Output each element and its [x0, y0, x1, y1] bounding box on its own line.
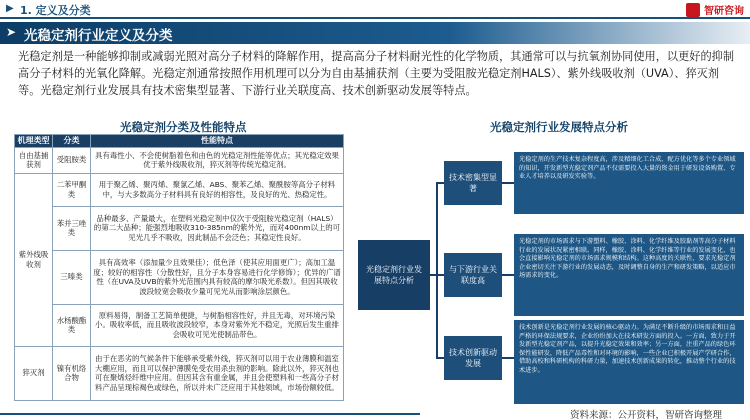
- branch-node: 与下游行业关联度高: [444, 253, 502, 297]
- branch-detail: 光稳定剂的生产技术复杂程度高，涉及精细化工合成、配方优化等多个专业领域的知识，开发新型光稳定剂产品不仅需要投入大量的资金用于研发设备购置、专业人才培养以及研发实验等。: [514, 152, 744, 214]
- branch-detail: 光稳定剂的市场需求与下游塑料、橡胶、涂料、化学纤维及胶黏剂等高分子材料行业的发展状况紧密相联。同样，橡胶、涂料、化学纤维等行业的发展变化，也会直接影响光稳定剂的市场需求规模和结构。这种高度的关联性，要求光稳定剂企业密切关注下游行业的发展动态，及时调整自身的生产和研发策略，以适应市场需求的变化。: [514, 234, 744, 316]
- table-header-cell: 分类: [53, 135, 91, 148]
- branch-detail: 技术创新是光稳定剂行业发展的核心驱动力。为满足不断升级的市场需求和日益严格的环保法规要求，企业纷纷加大在技术研发方面的投入。一方面，致力于开发新型光稳定剂产品，以提升光稳定效果和效率；另一方面，注重产品的绿色环保性能研发，降低产品毒性和对环境的影响，一些企业已积极开展产学研合作，借助高校和科研机构的科研力量，加速技术创新成果的转化，推动整个行业的技术进步。: [514, 320, 744, 404]
- table-row: [15, 173, 344, 206]
- class-cell: 受阻胺类: [53, 147, 91, 173]
- brand-logo: [686, 2, 744, 17]
- connector-line: [502, 357, 514, 359]
- chevron-right-icon: ▶: [6, 3, 14, 14]
- table-header-row: [15, 135, 344, 148]
- intro-paragraph: 光稳定剂是一种能够抑制或减弱光照对高分子材料的降解作用，提高高分子材料耐光性的化学物质，其通常可以与抗氧剂协同使用，以更好的抑制高分子材料的光氧化降解。光稳定剂通常按照作用机理可以分为自由基捕获剂（主要为受阻胺光稳定剂HALS）、紫外线吸收剂（UVA）、猝灭剂等。光稳定剂行业发展具有技术密集型显著、下游行业关联度高、技术创新驱动发展等特点。: [18, 50, 735, 97]
- arrow-right-icon: ➤: [6, 25, 17, 39]
- branch-node: 技术创新驱动发展: [444, 336, 502, 380]
- classification-table: [14, 134, 344, 401]
- table-header-cell: 性能特点: [91, 135, 344, 148]
- page-title: 光稳定剂行业定义及分类: [24, 28, 173, 44]
- table-section-title: 光稳定剂分类及性能特点: [120, 120, 247, 134]
- diagram-section-title: 光稳定剂行业发展特点分析: [490, 120, 628, 134]
- brand-name: 智研咨询: [704, 6, 744, 17]
- connector-line: [502, 182, 514, 184]
- class-cell: 水杨酸酯类: [53, 304, 91, 346]
- table-row: [15, 346, 344, 400]
- mechanism-cell: 紫外线吸收剂: [15, 173, 53, 346]
- feature-diagram: [350, 130, 746, 405]
- mechanism-cell: 自由基捕获剂: [15, 147, 53, 173]
- branch-node: 技术密集型显著: [444, 161, 502, 205]
- top-header-bar: [0, 0, 750, 20]
- table-row: [15, 304, 344, 346]
- table-header-cell: 机理类型: [15, 135, 53, 148]
- connector-line: [502, 274, 514, 276]
- desc-cell: 具有毒性小、不会使树脂着色和由色的光稳定剂性能等优点；其光稳定效果优于紫外线吸收剂，猝灭剂等传统光稳定剂。: [91, 147, 344, 173]
- diagram-center-node: 光稳定剂行业发展特点分析: [358, 240, 430, 310]
- desc-cell: 用于聚乙烯、聚丙烯、聚氯乙烯、ABS、聚苯乙烯、聚酰胺等高分子材料中，与大多数高分子材料具有良好的相容性，及良好的光、热稳定性。: [91, 173, 344, 206]
- mechanism-cell: 猝灭剂: [15, 346, 53, 400]
- desc-cell: 具有高效率（添加量少且效果佳）；低色泽（使其应用面更广）；高加工温度；较好的相容性（分散性好，且分子本身容易进行化学修饰）；优异的广谱性（在UVA及UVB的紫外光范围内具有较高的摩尔吸光系数）。但因其吸收波段较宽会吸收少量可见光从而影响涂层颜色。: [91, 250, 344, 304]
- desc-cell: 品种最多、产量最大，在塑料光稳定剂中仅次于受阻胺光稳定剂（HALS）的第二大品种；能强烈地吸收310-385nm的紫外光，而对400nm以上的可见光几乎不吸收，因此制品不会泛色；其稳定性良好。: [91, 206, 344, 250]
- table-row: [15, 147, 344, 173]
- connector-line: [436, 182, 444, 184]
- class-cell: 三嗪类: [53, 250, 91, 304]
- footer: [0, 407, 750, 420]
- class-cell: 镍有机络合物: [53, 346, 91, 400]
- section-heading: 1. 定义及分类: [20, 4, 91, 17]
- desc-cell: 原料易得，制备工艺简单便捷，与树脂相容性好，并且无毒，对环境污染小。吸收率低，而且吸收波段较窄，本身对紫外光不稳定，光照后发生重排会吸收可见光使制品带色。: [91, 304, 344, 346]
- desc-cell: 由于在恶劣的气候条件下能够承受紫外线，猝灭剂可以用于农业薄膜和温室大棚应用，而且可以保护薄膜免受农用杀虫剂的影响。除此以外，猝灭剂也可在聚烯烃纤维中应用。但因其含有重金属，并且会使塑料和一些高分子材料产品呈现棕褐色或绿色，所以并未广泛应用于其他领域，市场份额较低。: [91, 346, 344, 400]
- table-row: [15, 250, 344, 304]
- brand-mark-icon: [686, 3, 700, 17]
- footer-divider: [0, 413, 420, 415]
- connector-line: [436, 182, 438, 358]
- title-band: [0, 22, 750, 44]
- header-divider: [0, 17, 750, 19]
- class-cell: 苯并三唑类: [53, 206, 91, 250]
- class-cell: 二苯甲酮类: [53, 173, 91, 206]
- connector-line: [436, 274, 444, 276]
- table-row: [15, 206, 344, 250]
- source-note: 资料来源：公开资料，智研咨询整理: [569, 410, 722, 420]
- connector-line: [436, 357, 444, 359]
